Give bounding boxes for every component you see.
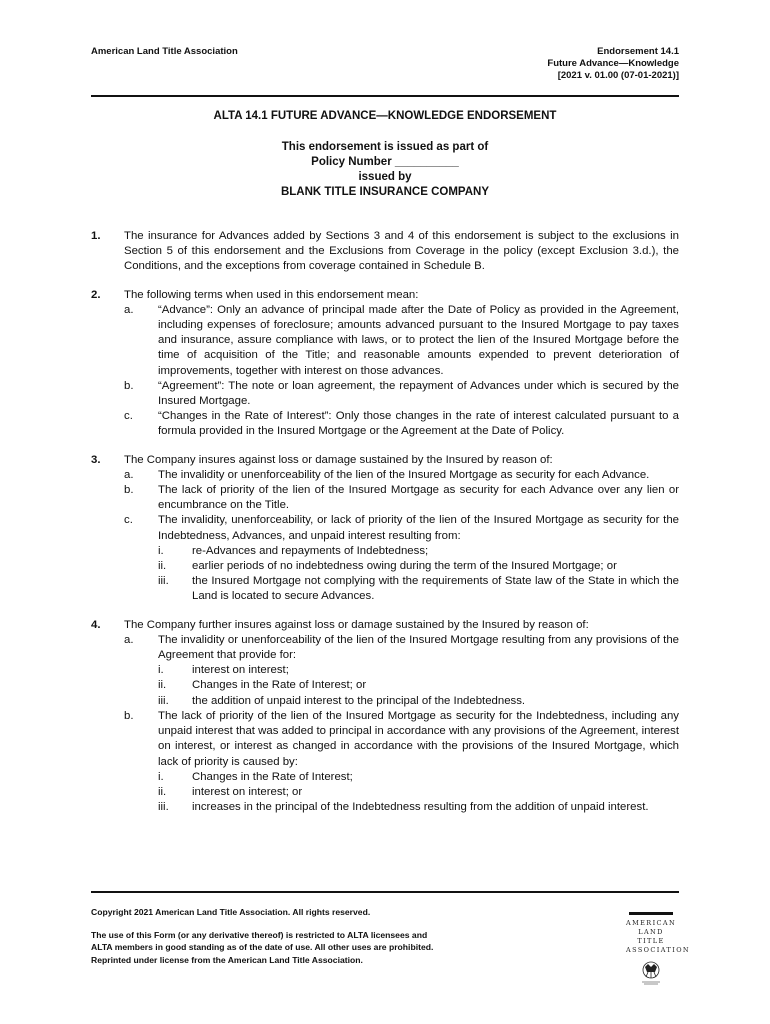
- sub-item-label: ii.: [158, 560, 167, 573]
- page-footer: [91, 906, 531, 976]
- sub-item: [158, 785, 679, 800]
- section-item: [124, 709, 679, 815]
- sub-item-text: interest on interest; or: [192, 785, 303, 798]
- logo-bar: [629, 912, 673, 915]
- endorsement-body: [91, 229, 679, 828]
- sub-item: [158, 800, 679, 815]
- usage-notice: [91, 929, 531, 967]
- issued-line: Policy Number __________: [311, 156, 459, 168]
- sub-item: [158, 574, 679, 604]
- section-4: [91, 618, 679, 816]
- item-text: “Agreement”: The note or loan agreement, the repayment of Advances under which is secured by the Insured Mortgage.: [158, 379, 679, 408]
- item-text: The lack of priority of the lien of the Insured Mortgage as security for each Advance over any lien or encumbrance on the Title.: [158, 484, 679, 512]
- section-text: The insurance for Advances added by Sections 3 and 4 of this endorsement is subject to the exclusions in Section 5 of this endorsement and the Exclusions from Coverage in the policy (except Exclusion 3.d.), the Conditions, and the exceptions from coverage contained in Schedule B.: [124, 230, 679, 273]
- item-text: The invalidity or unenforceability of the lien of the Insured Mortgage resulting from any provisions of the Agreement that provide for:: [158, 633, 679, 662]
- alta-seal-icon: [636, 958, 666, 986]
- header-form-line: [2021 v. 01.00 (07-01-2021)]: [557, 70, 679, 81]
- usage-notice-line: ALTA members in good standing as of the date of use. All other uses are prohibited.: [91, 942, 434, 952]
- section-item: [124, 633, 679, 709]
- section-item: [124, 409, 679, 439]
- sub-item: [158, 663, 679, 678]
- section-item: [124, 303, 679, 379]
- item-text: The lack of priority of the lien of the Insured Mortgage as security for the Indebtedness, including any unpaid interest that was added to principal in accordance with any provisions of the Agreement, interest on interest, or interest as changed in accordance with the provisions of the Insured Mortgage, which lack of priority is caused by:: [158, 709, 679, 768]
- section-item: [124, 468, 679, 483]
- sub-item-text: re-Advances and repayments of Indebtedness;: [192, 544, 429, 557]
- section-number: 4.: [91, 618, 101, 631]
- sub-item: [158, 770, 679, 785]
- sub-item-label: i.: [158, 544, 164, 557]
- header-org: American Land Title Association: [91, 46, 238, 57]
- section-item: [124, 379, 679, 409]
- item-label: c.: [124, 410, 133, 423]
- sub-item-text: the addition of unpaid interest to the principal of the Indebtedness.: [192, 694, 526, 707]
- usage-notice-line: The use of this Form (or any derivative thereof) is restricted to ALTA licensees and: [91, 929, 428, 940]
- item-label: b.: [124, 379, 134, 392]
- section-number: 3.: [91, 453, 101, 466]
- sub-item-label: i.: [158, 770, 164, 783]
- copyright-notice: Copyright 2021 American Land Title Association. All rights reserved.: [91, 907, 371, 917]
- section-3: [91, 453, 679, 605]
- sub-item-text: increases in the principal of the Indebtedness resulting from the addition of unpaid interest.: [192, 801, 649, 814]
- section-number: 1.: [91, 230, 101, 242]
- section-text: The following terms when used in this endorsement mean:: [124, 288, 419, 301]
- section-item: [124, 513, 679, 604]
- sub-item-text: earlier periods of no indebtedness owing during the term of the Insured Mortgage; or: [192, 560, 617, 573]
- item-text: “Changes in the Rate of Interest”: Only those changes in the rate of interest calculated pursuant to a formula provided in the Insured Mortgage or the Agreement at the Date of Policy.: [158, 410, 679, 438]
- issued-line: issued by: [358, 171, 412, 183]
- page-header: [91, 46, 679, 86]
- sub-item: [158, 544, 679, 559]
- sub-item-label: iii.: [158, 694, 169, 707]
- sub-item-text: interest on interest;: [192, 664, 289, 677]
- document-title: ALTA 14.1 FUTURE ADVANCE—KNOWLEDGE ENDORSEMENT: [213, 110, 557, 122]
- header-form-line: Endorsement 14.1: [597, 46, 679, 57]
- sub-item-label: iii.: [158, 801, 169, 814]
- sub-item-text: the Insured Mortgage not complying with the requirements of State law of the State in which the Land is located to secure Advances.: [192, 575, 679, 603]
- sub-item-label: iii.: [158, 575, 169, 588]
- sub-item-label: ii.: [158, 785, 167, 798]
- item-label: a.: [124, 303, 134, 316]
- item-label: b.: [124, 709, 134, 722]
- header-divider: [91, 95, 679, 97]
- sub-item-label: ii.: [158, 679, 167, 692]
- section-text: The Company insures against loss or damage sustained by the Insured by reason of:: [124, 453, 553, 466]
- footer-divider: [91, 891, 679, 893]
- section-number: 2.: [91, 288, 101, 301]
- item-label: a.: [124, 633, 134, 646]
- logo-text-line: AMERICAN: [626, 919, 677, 927]
- item-text: The invalidity or unenforceability of the lien of the Insured Mortgage as security for each Advance.: [158, 468, 650, 481]
- item-text: “Advance”: Only an advance of principal made after the Date of Policy as provided in the Agreement, including expenses of foreclosure; amounts advanced pursuant to the Insured Mortgage to pay taxes and insurance, assure compliance with laws, or to protect the lien of the Insured Mortgage before the time of acquisition of the Title; and reasonable amounts expended to prevent deterioration of improvements, together with interest on those advances.: [158, 303, 679, 377]
- section-2: [91, 288, 679, 440]
- section-1: [91, 229, 679, 275]
- issued-line: This endorsement is issued as part of: [281, 141, 489, 153]
- item-text: The invalidity, unenforceability, or lack of priority of the lien of the Insured Mortgage as security for the Indebtedness, Advances, and unpaid interest resulting from:: [158, 514, 679, 542]
- sub-item: [158, 678, 679, 693]
- logo-text-line: LAND TITLE: [637, 928, 665, 945]
- issued-block: [91, 140, 679, 200]
- sub-item: [158, 559, 679, 574]
- logo-text-line: ASSOCIATION: [626, 946, 691, 954]
- header-form-line: Future Advance—Knowledge: [547, 58, 679, 69]
- sub-item-label: i.: [158, 664, 164, 677]
- sub-item: [158, 694, 679, 709]
- item-label: c.: [124, 514, 133, 527]
- sub-item-text: Changes in the Rate of Interest;: [192, 770, 353, 783]
- header-form-info: [547, 46, 679, 82]
- sub-item-text: Changes in the Rate of Interest; or: [192, 679, 367, 692]
- section-item: [124, 483, 679, 513]
- item-label: b.: [124, 484, 134, 497]
- section-text: The Company further insures against loss or damage sustained by the Insured by reason of:: [124, 618, 589, 631]
- item-label: a.: [124, 468, 134, 481]
- issued-line: BLANK TITLE INSURANCE COMPANY: [280, 186, 490, 198]
- alta-logo: [626, 912, 691, 986]
- usage-notice-line: Reprinted under license from the American Land Title Association.: [91, 954, 363, 965]
